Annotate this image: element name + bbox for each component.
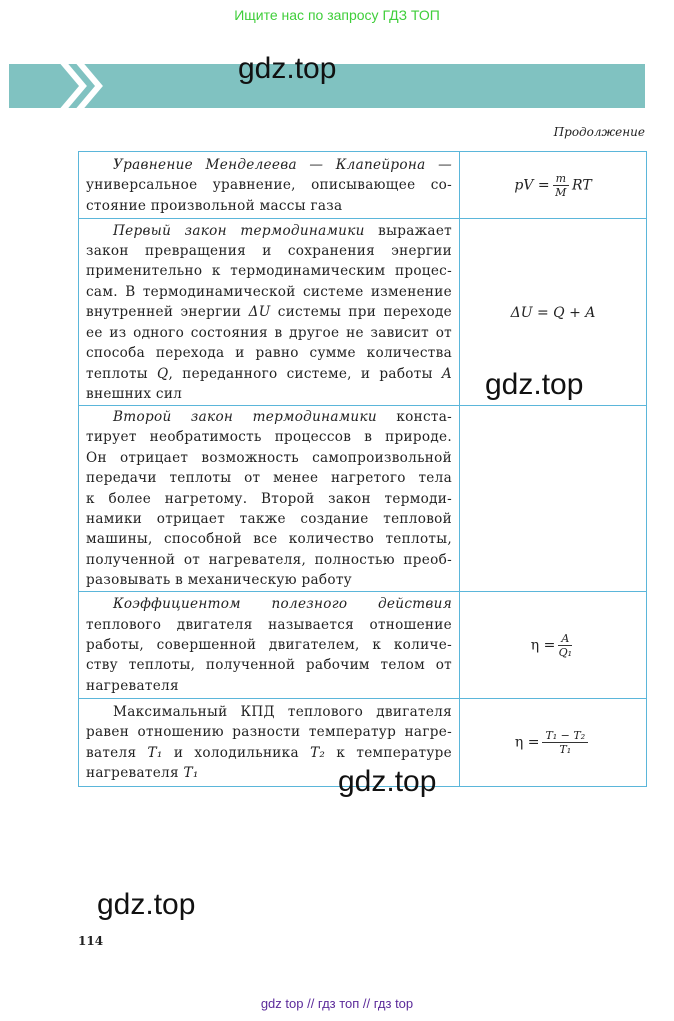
watermark: gdz.top <box>485 368 584 401</box>
fraction <box>553 172 569 199</box>
denominator: T₁ <box>559 743 572 757</box>
text-segment: внутренней энергии <box>86 304 249 321</box>
text-segment: выражает <box>364 222 452 239</box>
text-line <box>86 529 452 549</box>
definition-cell <box>79 591 460 698</box>
text-segment: к температуре <box>325 744 452 761</box>
page-number: 114 <box>78 934 104 948</box>
chevron-arrows-icon <box>49 64 119 108</box>
text-segment: универсальное уравнение, описывающее со- <box>86 177 452 194</box>
text-line <box>86 570 452 590</box>
formula-lhs: pV = <box>514 177 550 194</box>
denominator: Q₁ <box>558 645 572 659</box>
text-line <box>86 509 452 529</box>
table-row <box>79 152 647 219</box>
text-segment: способа перехода и равно сумме количества <box>86 345 452 362</box>
definition-cell <box>79 219 460 406</box>
text-line <box>86 702 452 722</box>
text-segment: передачи теплоты от менее нагретого тела <box>86 470 452 487</box>
text-segment: применительно к термодинамическим процес- <box>86 263 452 280</box>
table-row <box>79 406 647 592</box>
text-segment: ству теплоты, полученной рабочим телом от <box>86 657 452 674</box>
text-segment: машины, способной все количество теплоты, <box>86 531 452 548</box>
text-segment: нагревателя <box>86 765 184 782</box>
text-line <box>86 743 452 763</box>
text-line <box>86 722 452 742</box>
definition-cell <box>79 152 460 219</box>
denominator: M <box>555 186 567 199</box>
text-line <box>86 594 452 614</box>
text-segment: сам. В термодинамической системе изменение <box>86 283 452 300</box>
watermark: gdz.top <box>97 888 196 921</box>
text-line <box>86 343 452 363</box>
text-line <box>86 175 452 195</box>
text-segment: внешних сил <box>86 385 183 402</box>
text-segment: закон превращения и сохранения энергии <box>86 243 452 260</box>
text-line <box>86 384 452 404</box>
text-segment: Коэффициентом полезного действия <box>113 596 452 613</box>
fraction <box>542 729 588 756</box>
text-line <box>86 155 452 175</box>
text-segment: равен отношению разности температур нагре- <box>86 724 452 741</box>
text-segment: конста- <box>376 409 453 425</box>
text-segment: ΔU <box>248 304 271 321</box>
text-segment: , переданного системе, и работы <box>168 365 442 382</box>
text-segment: T₁ <box>147 744 163 761</box>
text-segment: Он отрицает возможность самопроизвольной <box>86 449 452 466</box>
text-segment: тирует необратимость процессов в природе. <box>86 429 452 446</box>
numerator: T₁ − T₂ <box>542 729 588 743</box>
text-segment: теплового двигателя называется отношение <box>86 616 452 633</box>
text-segment: Q <box>157 365 169 382</box>
text-line <box>86 196 452 216</box>
formula-rhs: RT <box>572 177 592 194</box>
watermark: gdz.top <box>338 765 437 798</box>
formula-cell <box>460 152 647 219</box>
text-segment: ее из одного состояния в другое не зависит от <box>86 324 452 341</box>
text-line <box>86 427 452 447</box>
formula: ΔU = Q + A <box>510 304 596 321</box>
text-line <box>86 323 452 343</box>
text-segment: Второй закон термодинамики <box>113 409 377 425</box>
text-segment: A <box>441 365 452 382</box>
text-line <box>86 615 452 635</box>
text-segment: работы, совершенной двигателем, к количе- <box>86 636 452 653</box>
text-line <box>86 407 452 427</box>
text-line <box>86 655 452 675</box>
text-segment: теплоты <box>86 365 158 382</box>
search-hint: Ищите нас по запросу ГДЗ ТОП <box>234 7 440 23</box>
table-row <box>79 591 647 698</box>
text-line <box>86 241 452 261</box>
text-line <box>86 550 452 570</box>
formula-lhs: η = <box>514 734 540 751</box>
text-line <box>86 448 452 468</box>
text-line <box>86 635 452 655</box>
text-line <box>86 221 452 241</box>
formula-cell <box>460 591 647 698</box>
text-segment: T₁ <box>183 765 199 782</box>
text-segment: нагревателя <box>86 677 179 694</box>
formula-lhs: η = <box>530 637 556 654</box>
numerator: A <box>558 632 572 646</box>
text-line <box>86 364 452 384</box>
text-line <box>86 676 452 696</box>
definition-cell <box>79 406 460 592</box>
text-line <box>86 261 452 281</box>
formula-cell <box>460 406 647 592</box>
fraction <box>558 632 572 659</box>
physics-table <box>78 151 647 787</box>
text-segment: Первый закон термодинамики <box>113 222 365 239</box>
text-segment: Максимальный КПД теплового двигателя <box>113 703 452 720</box>
text-segment: разовывать в механическую работу <box>86 572 352 589</box>
text-segment: системы при переходе <box>270 304 452 321</box>
text-line <box>86 302 452 322</box>
text-line <box>86 282 452 302</box>
text-segment: к более нагретому. Второй закон термоди- <box>86 490 452 507</box>
text-segment: стояние произвольной массы газа <box>86 197 343 214</box>
text-segment: вателя <box>86 744 148 761</box>
text-segment: Уравнение Менделеева — Клапейрона — <box>113 156 452 173</box>
text-segment: и холодильника <box>162 744 311 761</box>
text-segment: T₂ <box>310 744 326 761</box>
text-line <box>86 489 452 509</box>
formula-cell <box>460 698 647 786</box>
continuation-label: Продолжение <box>553 125 645 139</box>
footer-links[interactable]: gdz top // гдз топ // гдз top <box>260 996 414 1011</box>
numerator: m <box>553 172 569 186</box>
text-segment: намики отрицает также создание тепловой <box>86 511 452 528</box>
text-line <box>86 468 452 488</box>
watermark: gdz.top <box>238 52 337 85</box>
text-segment: полученной от нагревателя, полностью преоб- <box>86 551 452 568</box>
